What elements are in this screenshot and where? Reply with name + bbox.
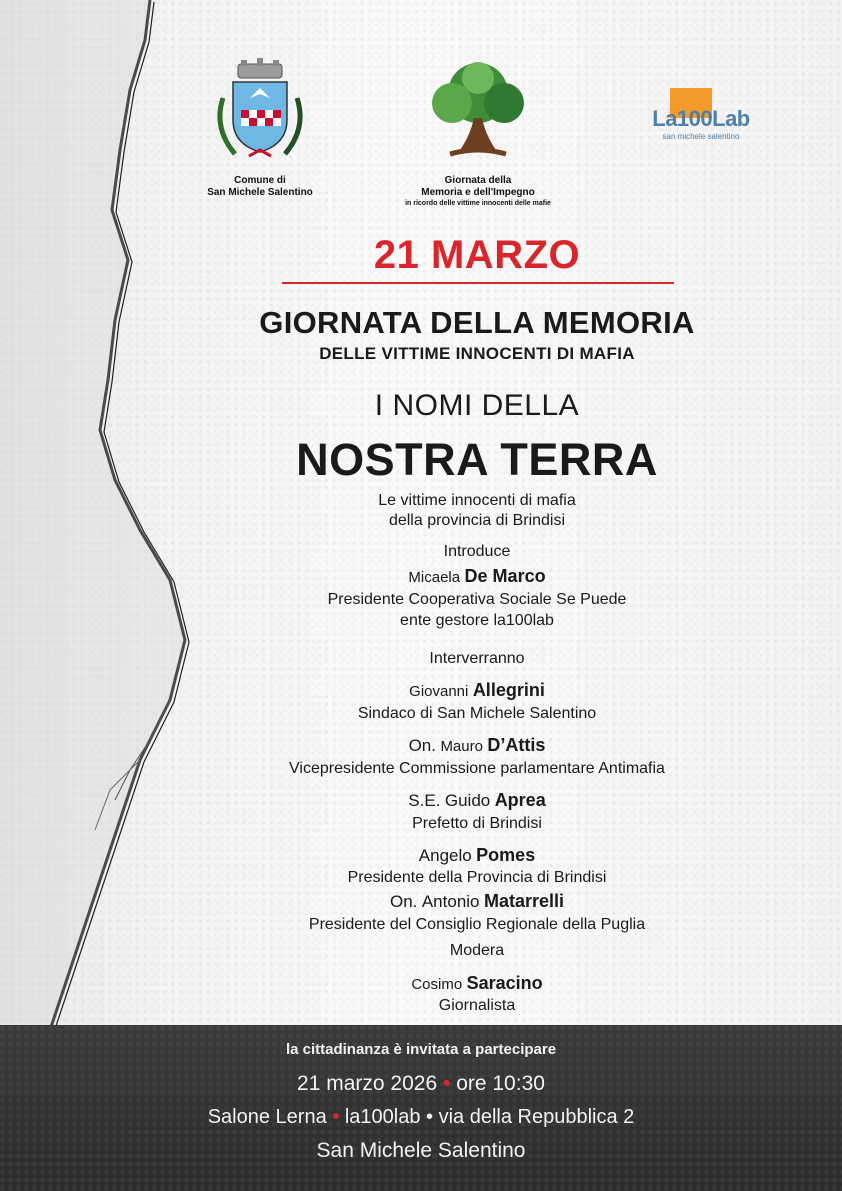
footer-band [0, 1025, 842, 1191]
footer-venue-lab: la100lab [344, 1106, 421, 1128]
speaker-1-first-name: Giovanni [409, 683, 469, 700]
speaker-3-first-name: Guido [444, 791, 491, 810]
moderator-name [200, 973, 754, 994]
speaker-1-last-name: Allegrini [472, 680, 545, 700]
footer-time: ore 10:30 [456, 1072, 545, 1095]
invite-text: la cittadinanza è invitata a partecipare [285, 1041, 557, 1058]
coat-of-arms-icon [205, 58, 315, 170]
interverranno-label: Interverranno [429, 650, 525, 667]
speaker-3-role: Prefetto di Brindisi [412, 815, 542, 832]
modera-label: Modera [449, 942, 505, 959]
introducer-last-name: De Marco [464, 566, 546, 586]
separator-dot-white: • [426, 1106, 434, 1128]
speaker-5-prefix: On. [389, 892, 418, 911]
speaker-2-name [200, 735, 754, 756]
speaker-2-last-name: D’Attis [487, 735, 546, 755]
footer-date: 21 marzo 2026 [297, 1072, 438, 1095]
footer-venue-name: Salone Lerna [207, 1106, 327, 1128]
subtitle-line1: Le vittime innocenti di mafia [378, 492, 576, 509]
speaker-4-name [200, 845, 754, 866]
footer-datetime [0, 1072, 842, 1096]
introducer-role1: Presidente Cooperativa Sociale Se Puede [327, 591, 627, 608]
speaker-4-last-name: Pomes [476, 845, 536, 865]
event-date-title: 21 MARZO [373, 233, 581, 277]
footer-address: via della Repubblica 2 [438, 1106, 635, 1128]
giornata-caption-line3: in ricordo delle vittime innocenti delle mafie [405, 200, 551, 207]
separator-dot: • [442, 1072, 451, 1095]
title-line3: I NOMI DELLA [374, 389, 580, 422]
introducer-name [200, 566, 754, 587]
speaker-3-last-name: Aprea [494, 790, 546, 810]
speaker-2-prefix: On. [408, 736, 436, 755]
speaker-1-role: Sindaco di San Michele Salentino [357, 705, 597, 722]
footer-town: San Michele Salentino [316, 1139, 526, 1162]
la100lab-logo [638, 88, 764, 141]
speaker-5-name [200, 891, 754, 912]
speaker-2-role: Vicepresidente Commissione parlamentare Antimafia [289, 760, 665, 777]
tree-icon [390, 58, 566, 170]
giornata-logo [390, 58, 566, 208]
title-line2: DELLE VITTIME INNOCENTI DI MAFIA [319, 344, 635, 363]
title-line1: GIORNATA DELLA MEMORIA [259, 305, 695, 340]
speaker-1-name [200, 680, 754, 701]
moderator-last-name: Saracino [466, 973, 543, 993]
speaker-3-name [200, 790, 754, 811]
speaker-5-first-name: Antonio [421, 892, 480, 911]
speaker-4-first-name: Angelo [418, 846, 472, 865]
comune-caption-line1: Comune di [234, 175, 286, 186]
separator-dot: • [332, 1106, 340, 1128]
giornata-caption-line2: Memoria e dell'Impegno [421, 187, 535, 198]
speaker-4-role: Presidente della Provincia di Brindisi [347, 869, 607, 886]
comune-caption-line2: San Michele Salentino [207, 187, 313, 198]
speaker-5-role: Presidente del Consiglio Regionale della Puglia [308, 916, 646, 933]
speaker-3-prefix: S.E. [408, 791, 441, 810]
title-line4: NOSTRA TERRA [296, 434, 658, 485]
moderator-role: Giornalista [438, 997, 516, 1014]
moderator-first-name: Cosimo [411, 976, 463, 993]
title-divider [282, 282, 674, 284]
speaker-5-last-name: Matarrelli [483, 891, 565, 911]
lab-logo-text: La100Lab [652, 106, 750, 131]
comune-logo [205, 58, 315, 199]
introduce-label: Introduce [443, 543, 511, 560]
introducer-role2: ente gestore la100lab [400, 612, 554, 629]
introducer-first-name: Micaela [408, 569, 461, 586]
speaker-2-first-name: Mauro [440, 738, 483, 755]
giornata-caption-line1: Giornata della [444, 175, 512, 186]
footer-venue [0, 1106, 842, 1129]
subtitle-line2: della provincia di Brindisi [388, 512, 566, 529]
lab-logo-subtitle: san michele salentino [662, 132, 740, 141]
